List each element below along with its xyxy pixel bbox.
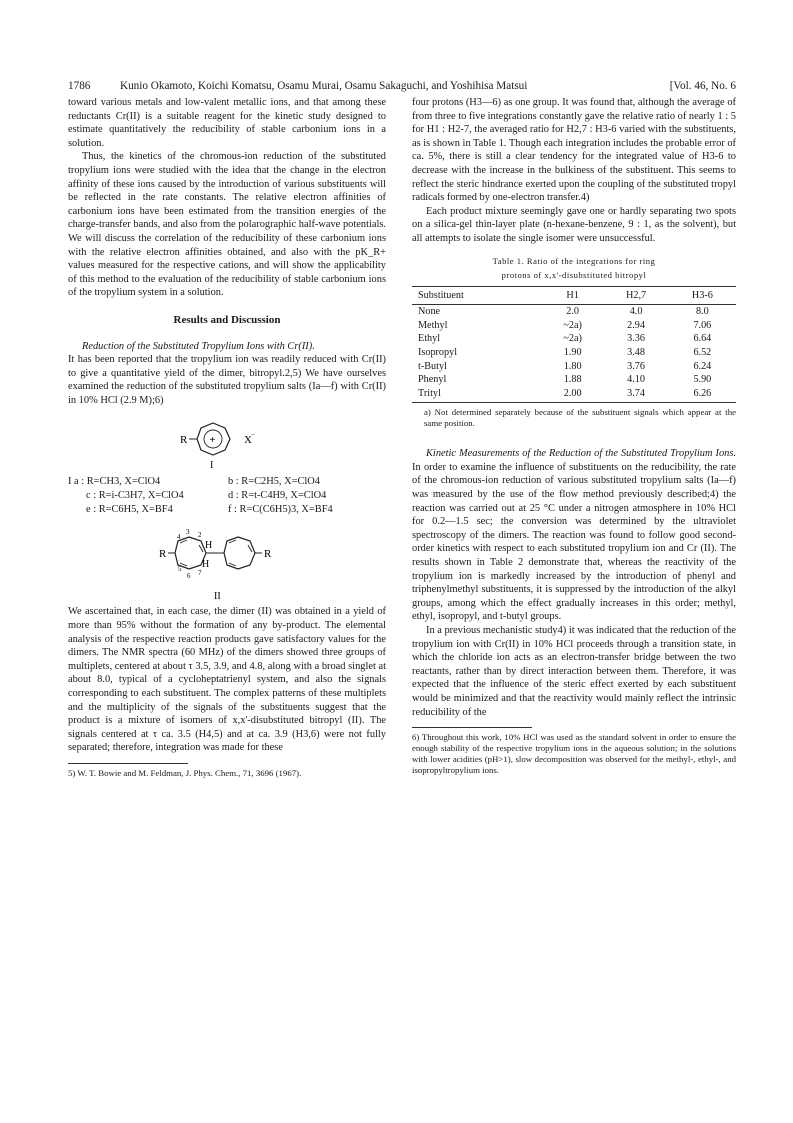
svg-text:+: + <box>209 435 216 447</box>
structure-I-label: I <box>210 460 214 472</box>
footnote-rule <box>68 763 188 764</box>
paragraph: We ascertained that, in each case, the dimer (II) was obtained in a yield of more than 95% without the formation of any by-product. The elemental analysis of the respective reaction products gave satisfactory values for the dimers. The NMR spectra (60 MHz) of the dimers showed three groups of multiplets, centered at about τ 3.5, 3.9, and 4.8, along with a broad singlet at about 8.0, typical of a cycloheptatrienyl system, and also the signals corresponding to each substituent. The complex patterns of these multiplets and the multiplicity of the signals of the substituents suggest that the product is a mixture of isomers of x,x'-disubstituted bitropyl (II). The signals centered at τ ca. 3.5 (H4,5) and at ca. 3.9 (H3,6) were not fully separated; therefore, integration was made for these <box>68 606 386 754</box>
table-cell: Methyl <box>418 319 448 331</box>
table-cell: Trityl <box>412 387 542 403</box>
table-cell: 2.0 <box>566 306 579 318</box>
table-row <box>412 360 736 374</box>
paragraph: Thus, the kinetics of the chromous-ion reduction of the substituted tropylium ions were studied with the idea that the change in the electron affinity of these ions caused by the introduction of various substituents will be reflected in the rate constants. The relative electron affinities of carbonium ions have been estimated from the transition energies of the charge-transfer bands, and also from the polarographic half-wave potentials. We will discuss the correlation of the reducibility of these carbonium ions with the relative electron affinities obtained, and also with the pK_R+ values measured for the respective cations, and will show the applicability of this method to the evaluation of the reducibility of stable carbonium ions of the tropylium system in a solution. <box>68 151 386 299</box>
table-cell: Ethyl <box>418 333 441 345</box>
table-footnote: a) Not determined separately because of the substituent signals which appear at the same position. <box>424 407 736 429</box>
table-cell: 3.74 <box>603 387 668 403</box>
table-cell: 2.94 <box>627 319 645 331</box>
structure-I <box>68 415 386 471</box>
svg-text:−: − <box>251 431 255 440</box>
structure-r-right: R <box>264 548 272 561</box>
right-column <box>412 96 736 776</box>
position-number: 5 <box>178 565 182 574</box>
table-caption-line-1: Table 1. Ratio of the integrations for ring <box>492 255 656 266</box>
footnote-6: 6) Throughout this work, 10% HCl was used as the standard solvent in order to ensure the enough stability of the respective tropylium ions in the aqueous solution; in the solutions with lower acidities (pH>1), slow decomposition was observed for the methyl-, ethyl-, and isopropyltropylium ions. <box>412 732 736 776</box>
structure-II-label: II <box>214 591 221 603</box>
table-header: H1 <box>542 286 604 305</box>
table-row <box>412 373 736 387</box>
running-authors: Kunio Okamoto, Koichi Komatsu, Osamu Murai, Osamu Sakaguchi, and Yoshihisa Matsui <box>120 80 528 92</box>
table-caption <box>412 254 736 282</box>
compound-c: c : R=i-C3H7, X=ClO4 <box>86 490 184 502</box>
bitropyl-diagram <box>68 521 386 605</box>
structure-II <box>68 521 386 605</box>
compound-list <box>68 475 386 517</box>
table-header-row <box>412 286 736 305</box>
table-row <box>412 332 736 346</box>
table-cell: 6.64 <box>693 333 712 345</box>
table-cell: ~2a) <box>563 319 582 331</box>
ratio-table <box>412 286 736 404</box>
position-number: 6 <box>187 572 191 581</box>
table-cell: 4.0 <box>629 306 643 318</box>
table-header: Substituent <box>412 286 542 305</box>
compound-e: e : R=C6H5, X=BF4 <box>86 504 173 516</box>
section-title: Results and Discussion <box>173 313 281 326</box>
left-column <box>68 96 386 779</box>
paragraph: In a previous mechanistic study4) it was indicated that the reduction of the tropylium ion with Cr(II) in 10% HCl proceeds through a transition state, in which the chloride ion acts as an electron-transfer bridge between the two reactants, rather than by direct interaction between them. Therefore, it was expected that the influence of the steric effect exerted by each substituent would be minimized and that the reactivity would mainly reflect the intrinsic reducibility of the <box>412 625 736 718</box>
table-cell: Isopropyl <box>418 346 458 358</box>
page-number: 1786 <box>68 80 91 92</box>
table-cell: ~2a) <box>563 333 582 345</box>
table-caption-line-2: protons of x,x'-disubstituted bitropyl <box>501 269 647 280</box>
table-cell: 1.90 <box>563 346 582 358</box>
table-cell: 3.76 <box>627 360 645 372</box>
compound-a: I a : R=CH3, X=ClO4 <box>68 476 161 488</box>
table-row <box>412 346 736 360</box>
table-cell: 4.10 <box>627 374 645 386</box>
table-header: H2,7 <box>603 286 668 305</box>
structure-h-label: H <box>205 540 213 552</box>
structure-r-label: R <box>180 434 188 447</box>
position-number: 3 <box>186 528 190 537</box>
structure-r-left: R <box>159 548 167 561</box>
tropylium-ring-diagram <box>68 415 386 471</box>
paragraph: toward various metals and low-valent metallic ions, and that among these reductants Cr(II) is a suitable reagent for the kinetic study designed to estimate quantitatively the reducibility of stable carbonium ions in a solution. <box>68 97 386 149</box>
table-cell: Phenyl <box>418 374 447 386</box>
table-cell: t-Butyl <box>418 360 447 372</box>
paragraph: In order to examine the influence of substituents on the reducibility, the rate of the chromous-ion reduction of various substituted tropylium salts (Ia—f) was measured by the use of the flow method previously described;4) the reaction was carried out at 25 °C under a nitrogen atmosphere in 10% HCl for 0.2—1.5 sec; the conversion was determined by the ultraviolet spectroscopy of the dimers. The reaction was found to follow good second-order kinetics with respect to each substituted tropylium ion and Cr (II). The results shown in Table 2 demonstrate that, whereas the reactivity of the tropylium ion is markedly increased by the introduction of phenyl and triphenylmethyl substituents, it is suppressed by the introduction of the alkyl groups, among which the effect gradually increases in this order; methyl, ethyl, isopropyl, and t-butyl groups. <box>412 461 736 623</box>
table-cell: 6.26 <box>669 387 736 403</box>
paragraph: It has been reported that the tropylium ion was readily reduced with Cr(II) to give a quantitative yield of the dimer, bitropyl.2,5) We have ourselves examined the reduction of the substituted tropylium salts (Ia—f) with Cr(II) in 10% HCl (2.9 M);6) <box>68 354 386 406</box>
position-number: 2 <box>198 531 202 540</box>
position-number: 4 <box>177 533 181 542</box>
table-cell: 5.90 <box>693 374 712 386</box>
table-row <box>412 387 736 403</box>
compound-f: f : R=C(C6H5)3, X=BF4 <box>228 504 333 516</box>
position-number: 7 <box>198 569 202 578</box>
table-row <box>412 305 736 319</box>
table-cell: 6.52 <box>693 346 712 358</box>
paragraph: Each product mixture seemingly gave one or hardly separating two spots on a silica-gel thin-layer plate (n-hexane-benzene, 9 : 1, as the solvent), but all attempts to isolate the single isomer were unsuccessful. <box>412 205 736 244</box>
structure-anion-label: X <box>244 434 252 447</box>
table-cell: 3.36 <box>627 333 645 345</box>
paragraph: four protons (H3—6) as one group. It was found that, although the average of from three to five integrations constantly gave the relative ratio of nearly 1 : 5 for H1 : H2-7, the averaged ratio for H2,7 : H3-6 varied with the substituents, as is shown in Table 1. Though each integration includes the probable error of ca. 5%, there is still a clear tendency for the integrated value of H3-6 to decrease with the increase in the bulkiness of the substituent. This seems to reflect the steric hindrance exerted upon the coupling of the substituted tropyl radicals formed by one-electron transfer.4) <box>412 97 736 204</box>
compound-b: b : R=C2H5, X=ClO4 <box>228 476 320 488</box>
table-cell: 2.00 <box>542 387 604 403</box>
table-cell: None <box>418 306 441 318</box>
table-cell: 7.06 <box>693 319 712 331</box>
table-row <box>412 319 736 333</box>
footnote-5: 5) W. T. Bowie and M. Feldman, J. Phys. Chem., 71, 3696 (1967). <box>68 768 302 778</box>
table-cell: 8.0 <box>695 306 709 318</box>
table-cell: 6.24 <box>693 360 712 372</box>
table-cell: 1.80 <box>563 360 582 372</box>
table-cell: 3.48 <box>627 346 645 358</box>
compound-d: d : R=t-C4H9, X=ClO4 <box>228 490 327 502</box>
volume-info: [Vol. 46, No. 6 <box>669 80 736 92</box>
subheading: Reduction of the Substituted Tropylium Ions with Cr(II). <box>82 340 315 352</box>
footnote-rule <box>412 727 532 728</box>
table-header: H3-6 <box>669 286 736 305</box>
subheading: Kinetic Measurements of the Reduction of the Substituted Tropylium Ions. <box>426 448 736 460</box>
structure-h-label-2: H <box>202 559 210 571</box>
table-cell: 1.88 <box>563 374 582 386</box>
